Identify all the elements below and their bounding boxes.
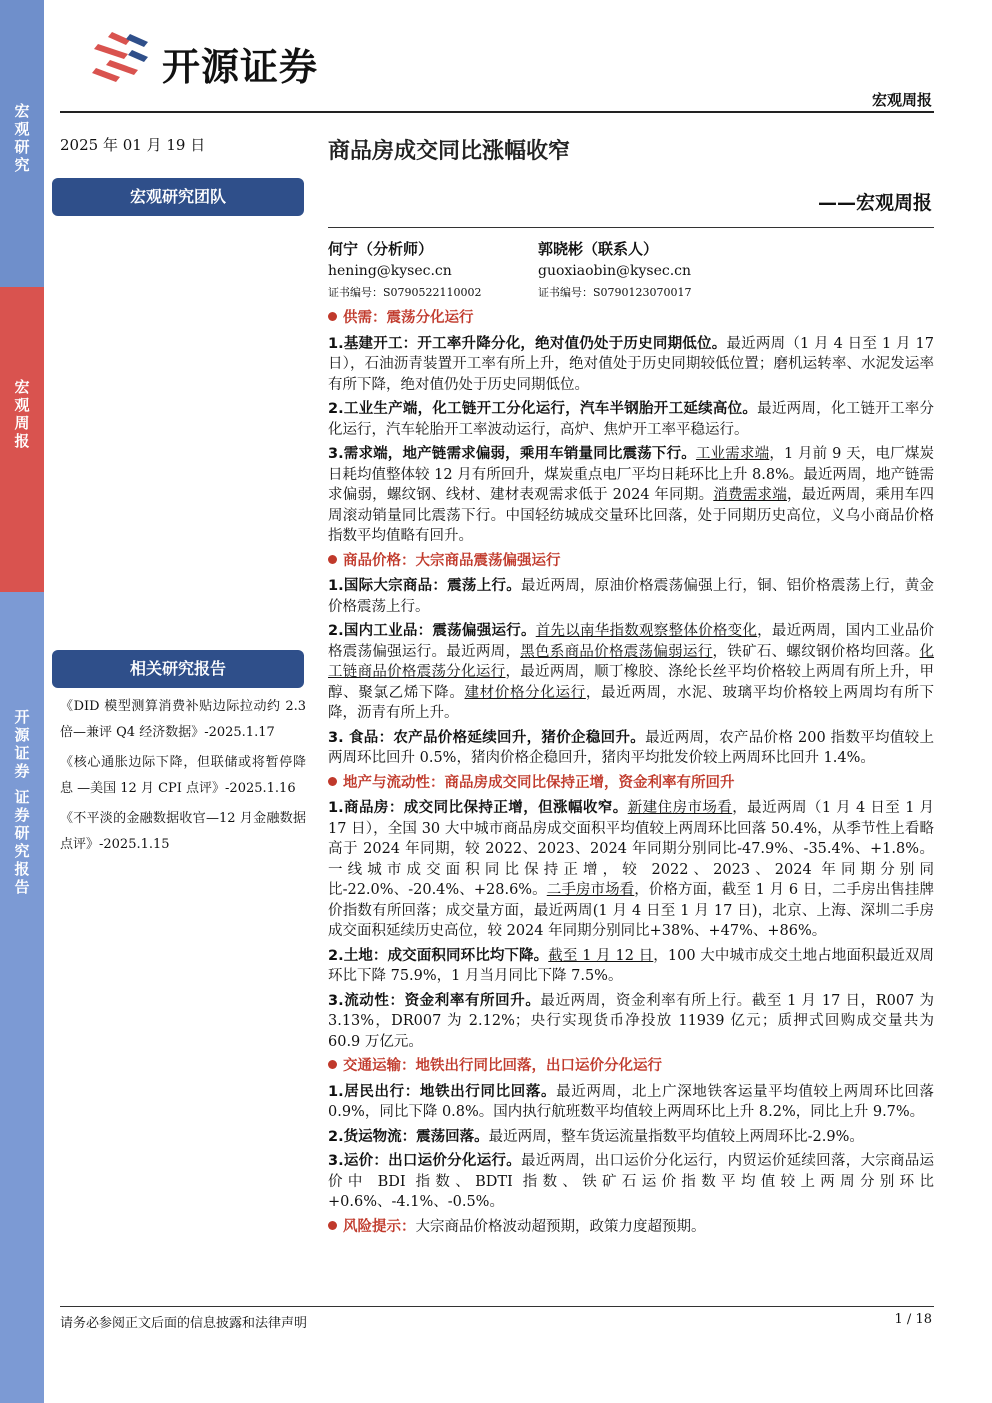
author-1 — [328, 238, 482, 304]
section-heading: 供需：震荡分化运行 — [328, 308, 934, 329]
bullet-icon — [328, 1221, 337, 1230]
sidebar-label-bottom: 开 源 证 券 证 券 研 究 报 告 — [14, 708, 30, 896]
paragraph: 2.国内工业品：震荡偏强运行。首先以南华指数观察整体价格变化，最近两周，国内工业品价格震荡偏强运行。最近两周，黑色系商品价格震荡偏弱运行，铁矿石、螺纹钢价格均回落。化工链商品价格震荡分化运行，最近两周，顺丁橡胶、涤纶长丝平均价格较上两周有所上升，甲醇、聚氯乙烯下降。建材价格分化运行，最近两周，水泥、玻璃平均价格较上两周均有所下降，沥青有所上升。 — [328, 623, 935, 721]
footer-disclaimer[interactable]: 请务必参阅正文后面的信息披露和法律声明 — [60, 1316, 308, 1331]
paragraph: 1.居民出行：地铁出行同比回落。最近两周，北上广深地铁客运量平均值较上两周环比回落 0.9%，同比下降 0.8%。国内执行航班数平均值较上两周环比上升 8.2%，同比上升 9.7%。 — [328, 1083, 934, 1120]
team-heading: 宏观研究团队 — [52, 178, 304, 216]
section-heading: 地产与流动性：商品房成交同比保持正增，资金利率有所回升 — [328, 773, 934, 794]
author-email[interactable]: guoxiaobin@kysec.cn — [538, 263, 692, 279]
page-number: 1 / 18 — [894, 1312, 932, 1327]
author-cert: 证书编号：S0790522110002 — [328, 286, 482, 299]
brand-logo-icon — [90, 30, 150, 86]
sidebar-label-top: 宏 观 研 究 — [14, 102, 30, 174]
author-rule — [328, 227, 934, 228]
paragraph: 3.流动性：资金利率有所回升。最近两周，资金利率有所上行。截至 1 月 17 日，R007 为 3.13%，DR007 为 2.12%；央行实现货币净投放 11939 亿元；质押式回购成交量共为 60.9 万亿元。 — [328, 992, 934, 1050]
page-title: 商品房成交同比涨幅收窄 — [328, 139, 571, 164]
report-summary — [328, 306, 934, 1241]
risk-warning: 风险提示：大宗商品价格波动超预期，政策力度超预期。 — [328, 1217, 934, 1238]
related-heading: 相关研究报告 — [52, 650, 304, 688]
paragraph: 3.运价：出口运价分化运行。最近两周，出口运价分化运行，内贸运价延续回落，大宗商品运价中 BDI 指数、BDTI 指数、铁矿石运价指数平均值较上两周分别环比+0.6%、-4.1%、-0.5%。 — [328, 1153, 934, 1210]
bullet-icon — [328, 312, 337, 321]
paragraph: 2.工业生产端，化工链开工分化运行，汽车半钢胎开工延续高位。最近两周，化工链开工率分化运行，汽车轮胎开工率波动运行，高炉、焦炉开工率平稳运行。 — [328, 401, 934, 438]
bullet-icon — [328, 1060, 337, 1069]
paragraph: 1.国际大宗商品：震荡上行。最近两周，原油价格震荡偏强上行，铜、铝价格震荡上行，黄金价格震荡上行。 — [328, 578, 934, 615]
author-email[interactable]: hening@kysec.cn — [328, 263, 452, 279]
section-heading: 商品价格：大宗商品震荡偏强运行 — [328, 551, 934, 572]
paragraph: 1.商品房：成交同比保持正增，但涨幅收窄。新建住房市场看，最近两周（1 月 4 日至 1 月 17 日），全国 30 大中城市商品房成交面积平均值较上两周环比回落 50.4%，从季节性上看略高于 2024 年同期，较 2022、2023、2024 年同期分别同比-47.9%、-35.4%、+1.8%。一线城市成交面积同比保持正增，较 2022、2023、2024 年同期分别同比-22.0%、-20.4%、+28.6%。二手房市场看，价格方面，截至 1 月 6 日，二手房出售挂牌价指数有所回落；成交量方面，最近两周(1 月 4 日至 1 月 17 日)，北京、上海、深圳二手房成交面积延续历史高位，较 2024 年同期分别同比+38%、+47%、+86%。 — [328, 800, 935, 939]
paragraph: 2.土地：成交面积同环比均下降。截至 1 月 12 日，100 大中城市成交土地占地面积最近双周环比下降 75.9%，1 月当月同比下降 7.5%。 — [328, 947, 934, 984]
related-report-item[interactable]: 《DID 模型测算消费补贴边际拉动约 2.3 倍—兼评 Q4 经济数据》-2025.1.17 — [60, 699, 306, 740]
related-report-item[interactable]: 《不平淡的金融数据收官—12 月金融数据点评》-2025.1.15 — [60, 811, 306, 852]
report-date: 2025 年 01 月 19 日 — [60, 136, 206, 154]
sidebar-label-mid: 宏 观 周 报 — [14, 378, 30, 450]
brand-name: 开源证券 — [162, 45, 319, 89]
page-subtitle: ——宏观周报 — [817, 192, 932, 214]
bullet-icon — [328, 555, 337, 564]
section-heading: 交通运输：地铁出行同比回落，出口运价分化运行 — [328, 1056, 934, 1077]
paragraph: 2.货运物流：震荡回落。最近两周，整车货运流量指数平均值较上两周环比-2.9%。 — [328, 1128, 864, 1145]
report-type: 宏观周报 — [871, 91, 932, 109]
header-rule — [60, 111, 934, 113]
author-name: 何宁（分析师） — [328, 240, 434, 258]
related-report-item[interactable]: 《核心通胀边际下降，但联储或将暂停降息 —美国 12 月 CPI 点评》-2025.1.16 — [60, 755, 306, 796]
author-2 — [538, 238, 692, 304]
footer-rule — [60, 1306, 934, 1307]
author-name: 郭晓彬（联系人） — [538, 240, 659, 258]
author-cert: 证书编号：S0790123070017 — [538, 286, 692, 299]
paragraph: 1.基建开工：开工率升降分化，绝对值仍处于历史同期低位。最近两周（1 月 4 日至 1 月 17 日），石油沥青装置开工率有所上升，绝对值处于历史同期较低位置；磨机运转率、水泥发运率有所下降，绝对值仍处于历史同期低位。 — [328, 335, 934, 393]
sidebar — [0, 0, 44, 1403]
paragraph: 3. 食品：农产品价格延续回升，猪价企稳回升。最近两周，农产品价格 200 指数平均值较上两周环比回升 0.5%，猪肉价格企稳回升，猪肉平均批发价较上两周环比回升 1.4%。 — [328, 729, 934, 766]
paragraph: 3.需求端，地产链需求偏弱，乘用车销量同比震荡下行。工业需求端，1 月前 9 天，电厂煤炭日耗均值整体较 12 月有所回升，煤炭重点电厂平均日耗环比上升 8.8%。最近两周，地产链需求偏弱，螺纹钢、线材、建材表观需求低于 2024 年同期。消费需求端，最近两周，乘用车四周滚动销量同比震荡下行。中国轻纺城成交量环比回落，处于同期历史高位，义乌小商品价格指数平均值略有回升。 — [328, 446, 935, 544]
related-reports-list — [60, 694, 306, 862]
bullet-icon — [328, 777, 337, 786]
